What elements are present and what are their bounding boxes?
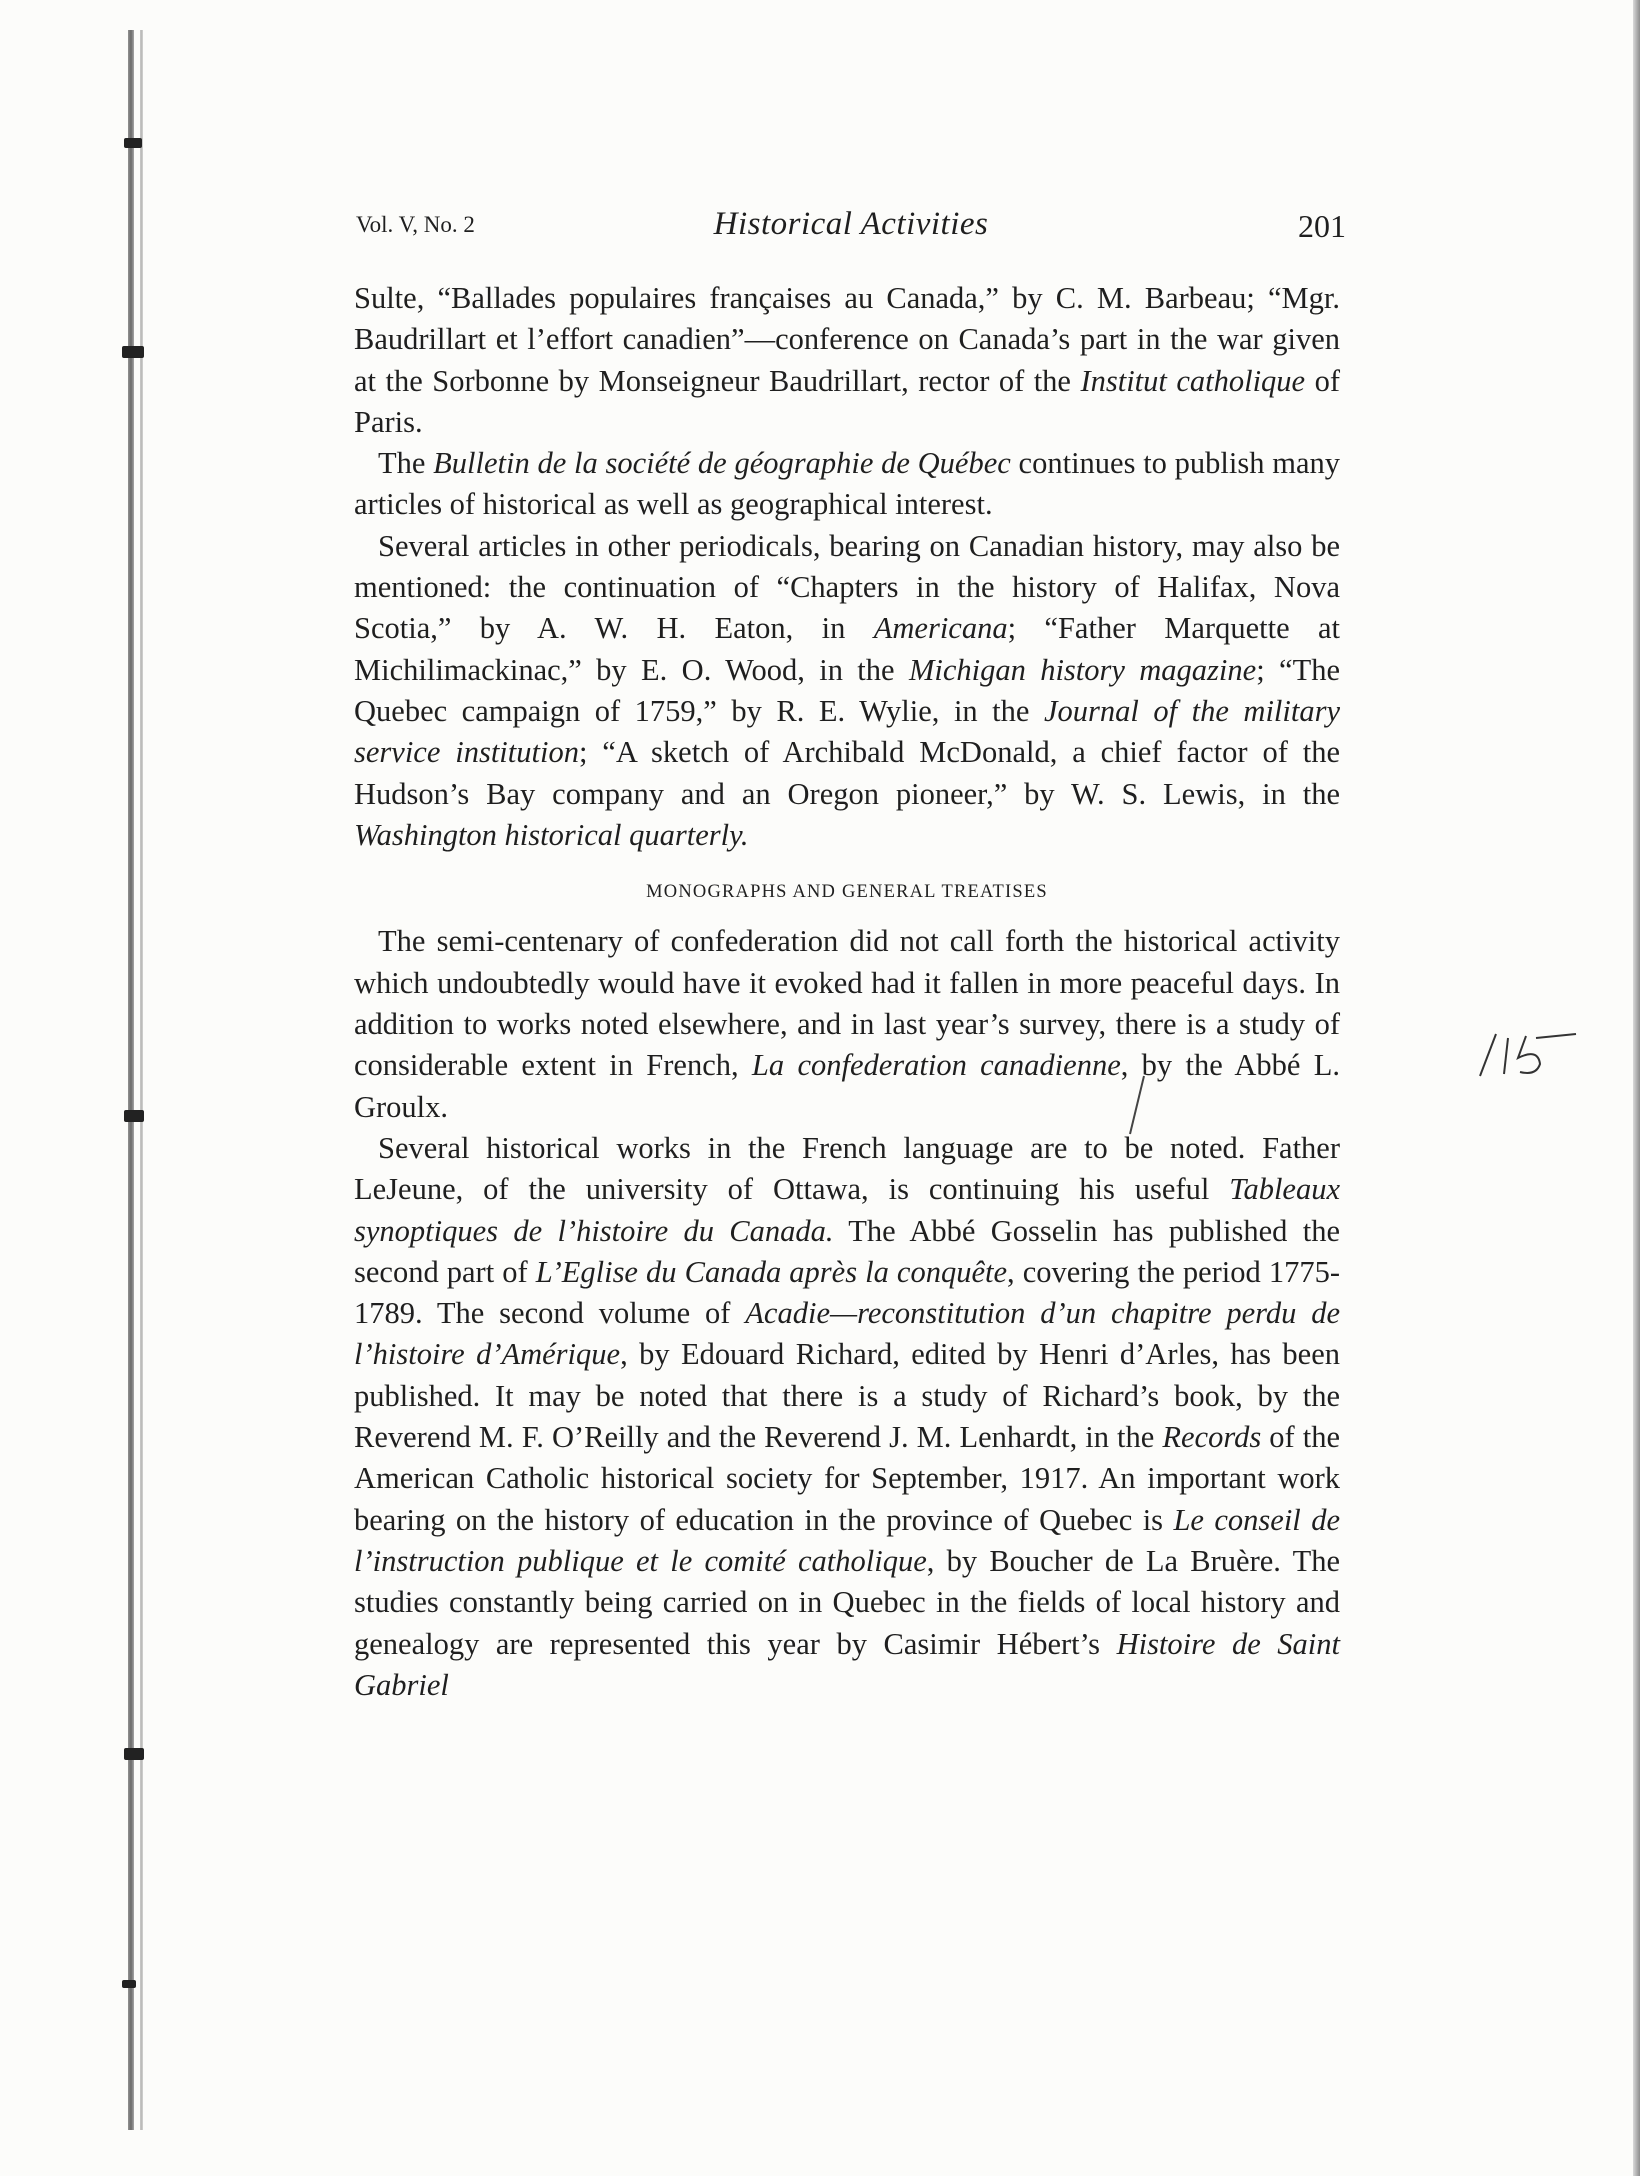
binding-tick-mark [122,1980,136,1988]
italic-title: Records [1162,1420,1262,1455]
text-run: of the American Catholic historical society for September, 1917. An important work bearing on the history of education in the province of Quebec is [354,1420,1340,1537]
text-run: Several historical works in the French language are to be noted. Father LeJeune, of the university of Ottawa, is continuing his useful [354,1130,1340,1207]
italic-title: Americana [873,611,1008,646]
italic-title: Histoire de Saint Gabriel [354,1626,1341,1702]
body-text [354,278,1340,1706]
text-run: ; “The Quebec campaign of 1759,” by R. E. Wylie, in the [354,652,1340,728]
page-edge-shadow [1633,0,1640,2176]
text-run: ; “Father Marquette at Michilimackinac,” by E. O. Wood, in the [354,611,1340,687]
paragraph [354,278,1340,443]
binding-tick-mark [124,138,142,148]
page-number: 201 [1298,208,1346,244]
italic-title: Bulletin de la société de géographie de Québec [433,446,1011,481]
text-run: The Abbé Gosselin has published the second part of [354,1213,1340,1289]
binding-tick-mark [122,346,144,358]
paragraph [354,1128,1340,1706]
italic-title: Washington historical quarterly. [354,817,749,852]
text-run: continues to publish many articles of historical as well as geographical interest. [354,446,1341,522]
handwritten-note [1466,1024,1586,1084]
binding-tick-mark [124,1110,144,1122]
paragraph [354,921,1340,1127]
text-run: , covering the period 1775-1789. The second volume of [354,1254,1340,1331]
text-run: The semi-centenary of confederation did not call forth the historical activity which undoubtedly would have it evoked had it fallen in more peaceful days. In addition to works noted elsewhere, and in last year’s survey, there is a study of considerable extent in French, [354,924,1340,1083]
running-title: Historical Activities [713,206,989,242]
text-run: Sulte, “Ballades populaires françaises au Canada,” by C. M. Barbeau; “Mgr. Baudrillart et l’effort canadien”—conference on Canada’s part in the war given at the Sorbonne by Monseigneur Baudrillart, rector of the [354,281,1340,398]
paragraph [354,443,1340,526]
pencil-mark-icon [1124,1072,1148,1142]
italic-title: Le conseil de l’instruction publique et le comité catholique [354,1502,1340,1578]
text-run: , by the Abbé L. Groulx. [354,1048,1340,1124]
text-run: The [378,446,434,481]
section-heading: MONOGRAPHS AND GENERAL TREATISES [646,882,1048,903]
text-run: ; “A sketch of Archibald McDonald, a chief factor of the Hudson’s Bay company and an Oregon pioneer,” by W. S. Lewis, in the [354,735,1340,811]
binding-edge [128,30,134,2130]
text-run: of Paris. [354,363,1340,439]
italic-title: Michigan history magazine [908,652,1257,687]
volume-label: Vol. V, No. 2 [356,212,475,237]
paragraph [354,526,1340,856]
binding-edge-shadow [140,30,143,2130]
italic-title: L’Eglise du Canada après la conquête [535,1254,1008,1289]
italic-title: La confederation canadienne [751,1048,1121,1083]
text-run: , by Boucher de La Bruère. The studies constantly being carried on in Quebec in the fields of local history and genealogy are represented this year by Casimir Hébert’s [354,1543,1340,1661]
italic-title: Institut catholique [1080,363,1306,398]
binding-tick-mark [124,1748,144,1760]
italic-title: Tableaux synoptiques de l’histoire du Canada. [354,1172,1340,1248]
italic-title: Journal of the military service institution [354,693,1340,770]
handwritten-note-icon [1466,1024,1586,1084]
page-header [356,206,1346,252]
text-run: Several articles in other periodicals, bearing on Canadian history, may also be mentioned: the continuation of “Chapters in the history of Halifax, Nova Scotia,” by A. W. H. Eaton, in [354,528,1340,646]
text-run: , by Edouard Richard, edited by Henri d’Arles, has been published. It may be noted that there is a study of Richard’s book, by the Reverend M. F. O’Reilly and the Reverend J. M. Lenhardt, in the [354,1337,1340,1455]
italic-title: Acadie—reconstitution d’un chapitre perdu de l’histoire d’Amérique [354,1296,1340,1372]
